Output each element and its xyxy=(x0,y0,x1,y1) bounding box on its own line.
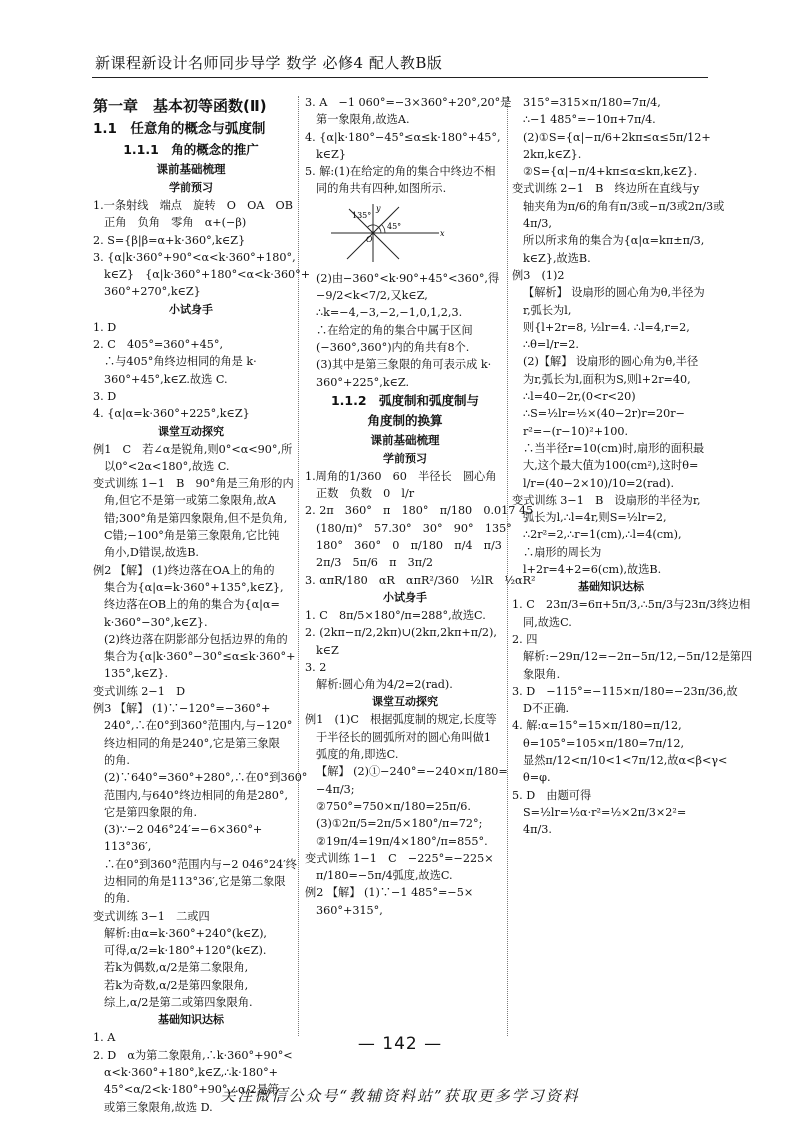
label-135: 135° xyxy=(352,210,372,220)
text-line: ∴扇形的周长为 xyxy=(523,545,602,559)
section-heading: 学前预习 xyxy=(383,451,427,465)
text-line: 错;300°角是第四象限角,但不是负角, xyxy=(104,511,288,525)
text-line: ②S={α|−π/4+kπ≤α≤kπ,k∈Z}. xyxy=(523,165,698,179)
text-line: 360°+315°, xyxy=(316,903,383,917)
text-line: ∴当半径r=10(cm)时,扇形的面积最 xyxy=(523,441,705,455)
page-header: 新课程新设计名师同步导学 数学 必修4 配人教B版 xyxy=(95,54,443,72)
text-line: 的角. xyxy=(104,753,130,767)
text-line: 的角. xyxy=(104,892,130,906)
text-line: ②750°=750×π/180=25π/6. xyxy=(316,799,471,813)
text-line: 2. 2π 360° π 180° π/180 0.017 45 xyxy=(305,504,534,518)
subsection-title: 1.1.2 弧度制和弧度制与 xyxy=(330,392,480,408)
text-line: 3. A −1 060°=−3×360°+20°,20°是 xyxy=(305,96,512,109)
text-line: 2kπ,k∈Z}. xyxy=(523,147,582,161)
text-line: 可得,α/2=k·180°+120°(k∈Z). xyxy=(104,944,267,958)
text-line: 同的角共有四种,如图所示. xyxy=(316,182,447,196)
text-line: 3. 2 xyxy=(305,660,327,674)
section-heading: 学前预习 xyxy=(169,181,213,194)
text-line: 显然π/12<π/10<1<7π/12,故α<β<γ< xyxy=(523,753,728,767)
text-line: 变式训练 2−1 B 终边所在直线与y xyxy=(512,182,700,196)
section-heading: 基础知识达标 xyxy=(158,1013,224,1027)
text-line: ∴S=½lr=½×(40−2r)r=20r− xyxy=(523,407,686,421)
text-line: 或第三象限角,故选 D. xyxy=(104,1100,213,1114)
section-heading: 小试身手 xyxy=(383,590,427,604)
text-line: l+2r=4+2=6(cm),故选B. xyxy=(523,563,662,577)
column-divider xyxy=(507,96,508,1036)
text-line: 2. D α为第二象限角,∴k·360°+90°< xyxy=(93,1048,293,1062)
text-line: 集合为{α|k·360°−30°≤α≤k·360°+ xyxy=(104,650,296,664)
text-line: −4π/3; xyxy=(316,782,355,796)
text-line: −9/2<k<7/2,又k∈Z, xyxy=(316,289,428,303)
text-line: ∴k=−4,−3,−2,−1,0,1,2,3. xyxy=(316,306,463,320)
text-line: 例2 【解】 (1)∵−1 485°=−5× xyxy=(305,886,474,900)
text-line: 180° 360° 0 π/180 π/4 π/3 xyxy=(316,539,502,553)
text-line: 以0°<2α<180°,故选 C. xyxy=(104,459,230,473)
text-line: 2. 四 xyxy=(512,632,538,646)
text-line: 边相同的角是113°36′,它是第二象限 xyxy=(104,874,286,888)
text-line: 1.周角的1/360 60 半径长 圆心角 xyxy=(305,469,497,483)
text-line: 2. (2kπ−π/2,2kπ)∪(2kπ,2kπ+π/2), xyxy=(305,626,497,640)
text-line: r,弧长为l, xyxy=(523,303,572,317)
text-line: 2π/3 5π/6 π 3π/2 xyxy=(316,556,433,570)
text-line: (−360°,360°)内的角共有8个. xyxy=(316,340,470,354)
section-heading: 课堂互动探究 xyxy=(158,424,224,438)
text-line: 1. C 23π/3=6π+5π/3,∴5π/3与23π/3终边相 xyxy=(512,598,751,612)
text-line: 【解】 (2)①−240°=−240×π/180= xyxy=(316,765,508,779)
text-line: 轴夹角为π/6的角有π/3或−π/3或2π/3或 xyxy=(523,199,725,213)
text-line: 综上,α/2是第二或第四象限角. xyxy=(104,996,253,1010)
text-line: 正数 负数 0 l/r xyxy=(316,487,415,501)
column-left xyxy=(93,94,311,1114)
text-line: ∴2r²=2,∴r=1(cm),∴l=4(cm), xyxy=(523,528,682,542)
text-line: 例2 【解】 (1)终边落在OA上的角的 xyxy=(93,563,275,577)
text-line: S=½lr=½α·r²=½×2π/3×2²= xyxy=(523,805,687,819)
text-line: ∴在给定的角的集合中属于区间 xyxy=(316,323,473,337)
text-line: l/r=(40−2×10)/10=2(rad). xyxy=(523,476,675,490)
text-line: 若k为偶数,α/2是第二象限角, xyxy=(104,961,249,975)
text-line: 大,这个最大值为100(cm²),这时θ= xyxy=(523,459,699,473)
text-line: 第一象限角,故选A. xyxy=(316,113,410,127)
text-line: 例1 (1)C 根据弧度制的规定,长度等 xyxy=(305,713,497,727)
text-line: r²=−(r−10)²+100. xyxy=(523,424,629,438)
text-line: 例3 【解】 (1)∵−120°=−360°+ xyxy=(93,702,271,716)
text-line: 45°<α/2<k·180°+90°,∴α/2是第一 xyxy=(104,1083,291,1097)
text-line: 变式训练 1−1 B 90°角是三角形的内 xyxy=(93,477,294,491)
text-line: 例1 C 若∠α是锐角,则0°<α<90°,所 xyxy=(93,442,293,456)
text-line: 弧度的角,即选C. xyxy=(316,748,399,762)
text-line: ∴在0°到360°范围内与−2 046°24′终 xyxy=(104,857,297,871)
text-line: k∈Z} {α|k·360°+180°<α<k·360°+ xyxy=(104,268,311,282)
text-line: ∴l=40−2r,(0<r<20) xyxy=(523,390,636,404)
chapter-title: 第一章 基本初等函数(Ⅱ) xyxy=(93,97,267,115)
text-line: π/180=−5π/4弧度,故选C. xyxy=(316,869,453,883)
text-line: 角,但它不是第一或第二象限角,故A xyxy=(104,494,276,508)
text-line: 正角 负角 零角 α+(−β) xyxy=(104,216,247,230)
text-line: 1. C 8π/5×180°/π=288°,故选C. xyxy=(305,608,486,622)
text-line: 变式训练 2−1 D xyxy=(93,684,186,698)
column-divider xyxy=(298,96,299,1036)
text-line: 同,故选C. xyxy=(523,615,572,629)
text-line: 4π/3, xyxy=(523,217,552,231)
text-line: k∈Z},故选B. xyxy=(523,251,591,265)
text-line: 集合为{α|α=k·360°+135°,k∈Z}, xyxy=(104,580,284,594)
section-heading: 课前基础梳理 xyxy=(370,432,440,447)
text-line: 变式训练 3−1 二或四 xyxy=(93,909,210,923)
subsection-title: 1.1.1 角的概念的推广 xyxy=(123,142,259,157)
text-line: 解析:−29π/12=−2π−5π/12,−5π/12是第四 xyxy=(523,650,753,664)
page-number: — 142 — xyxy=(357,1034,443,1054)
text-line: 4. 解:α=15°=15×π/180=π/12, xyxy=(512,719,682,733)
text-line: 360°+45°,k∈Z.故选 C. xyxy=(104,372,228,386)
section-heading: 小试身手 xyxy=(169,302,213,316)
text-line: 终边落在OB上的角的集合为{α|α= xyxy=(104,598,280,612)
text-line: 2. C 405°=360°+45°, xyxy=(93,338,224,352)
text-line: 135°,k∈Z}. xyxy=(104,667,169,681)
text-line: 5. D 由题可得 xyxy=(512,788,592,802)
text-line: k·360°−30°,k∈Z}. xyxy=(104,615,208,629)
text-line: ∴与405°角终边相同的角是 k· xyxy=(104,355,257,369)
text-line: 解析:圆心角为4/2=2(rad). xyxy=(316,678,453,692)
text-line: 4π/3. xyxy=(523,823,552,837)
text-line: (2)终边落在阴影部分包括边界的角的 xyxy=(104,632,288,646)
text-line: 3. D xyxy=(93,389,117,403)
text-line: 为r,弧长为l,面积为S,则l+2r=40, xyxy=(523,372,691,386)
section-heading: 课前基础梳理 xyxy=(156,162,226,176)
column-middle-top xyxy=(305,94,512,198)
text-line: 1. D xyxy=(93,320,117,334)
text-line: k∈Z} xyxy=(316,147,346,161)
text-line: (2)由−360°<k·90°+45°<360°,得 xyxy=(316,271,500,285)
text-line: 若k为奇数,α/2是第四象限角, xyxy=(104,978,249,992)
text-line: 弧长为l,∴l=4r,则S=½lr=2, xyxy=(523,511,667,525)
text-line: 变式训练 3−1 B 设扇形的半径为r, xyxy=(512,493,701,507)
text-line: (180/π)° 57.30° 30° 90° 135° xyxy=(316,521,512,535)
text-line: 例3 (1)2 xyxy=(512,268,565,282)
header-rule xyxy=(92,77,708,78)
text-line: 它是第四象限的角. xyxy=(104,805,198,819)
text-line: 3. D −115°=−115×π/180=−23π/36,故 xyxy=(512,684,738,698)
section-heading: 基础知识达标 xyxy=(578,580,644,594)
text-line: 3. {α|k·360°+90°<α<k·360°+180°, xyxy=(93,250,296,264)
section-heading: 课堂互动探究 xyxy=(372,695,438,709)
section-title: 1.1 任意角的概念与弧度制 xyxy=(93,121,266,137)
subsection-title: 角度制的换算 xyxy=(367,412,443,428)
text-line: (3)∵−2 046°24′=−6×360°+ xyxy=(104,823,263,837)
text-line: θ=105°=105×π/180=7π/12, xyxy=(523,736,685,750)
text-line: 4. {α|k·180°−45°≤α≤k·180°+45°, xyxy=(305,130,501,144)
text-line: 360°+270°,k∈Z} xyxy=(104,285,201,299)
label-origin: O xyxy=(366,234,373,244)
text-line: 2. S={β|β=α+k·360°,k∈Z} xyxy=(93,233,246,247)
text-line: 1.一条射线 端点 旋转 O OA OB xyxy=(93,199,293,212)
text-line: (2)∵640°=360°+280°,∴在0°到360° xyxy=(104,771,308,785)
text-line: α<k·360°+180°,k∈Z,∴k·180°+ xyxy=(104,1065,279,1079)
text-line: (2)【解】 设扇形的圆心角为θ,半径 xyxy=(523,355,699,369)
text-line: 240°,∴在0°到360°范围内,与−120° xyxy=(104,719,293,733)
text-line: 象限角. xyxy=(523,667,561,681)
text-line: 4. {α|α=k·360°+225°,k∈Z} xyxy=(93,407,250,421)
text-line: 5. 解:(1)在给定的角的集合中终边不相 xyxy=(305,165,496,179)
column-right xyxy=(512,94,753,1034)
text-line: 则{l+2r=8, ½lr=4. ∴l=4,r=2, xyxy=(523,320,690,334)
text-line: D不正确. xyxy=(523,702,570,716)
text-line: 角小,D错误,故选B. xyxy=(104,546,199,560)
text-line: 解析:由α=k·360°+240°(k∈Z), xyxy=(104,926,267,940)
text-line: 于半径长的圆弧所对的圆心角叫做1 xyxy=(316,730,491,744)
text-line: (3)①2π/5=2π/5×180°/π=72°; xyxy=(316,817,483,831)
text-line: 【解析】 设扇形的圆心角为θ,半径为 xyxy=(523,286,705,300)
text-line: 终边相同的角是240°,它是第三象限 xyxy=(104,736,280,750)
text-line: k∈Z xyxy=(316,643,339,657)
footer-note: 关注微信公众号“教辅资料站”获取更多学习资料 xyxy=(220,1087,580,1105)
text-line: C错;−100°角是第三象限角,它比钝 xyxy=(104,529,280,543)
label-x: x xyxy=(440,228,445,238)
text-line: (2)①S={α|−π/6+2kπ≤α≤5π/12+ xyxy=(523,130,711,144)
text-line: (3)其中是第三象限的角可表示成 k· xyxy=(316,358,492,372)
text-line: 变式训练 1−1 C −225°=−225× xyxy=(305,851,494,865)
text-line: 360°+225°,k∈Z. xyxy=(316,375,410,389)
label-y: y xyxy=(376,203,381,213)
text-line: 113°36′, xyxy=(104,840,152,854)
text-line: θ=φ. xyxy=(523,771,551,785)
text-line: ∴θ=l/r=2. xyxy=(523,338,579,352)
angle-diagram xyxy=(327,202,447,264)
text-line: 所以所求角的集合为{α|α=kπ±π/3, xyxy=(523,234,705,248)
text-line: 1. A xyxy=(93,1031,116,1045)
text-line: ②19π/4=19π/4×180°/π=855°. xyxy=(316,834,488,848)
text-line: 3. απR/180 αR απR²/360 ½lR ½αR² xyxy=(305,573,536,587)
text-line: 范围内,与640°终边相同的角是280°, xyxy=(104,788,289,802)
text-line: 315°=315×π/180=7π/4, xyxy=(523,96,661,109)
label-45: 45° xyxy=(387,221,402,231)
arc-45 xyxy=(382,224,386,233)
text-line: ∴−1 485°=−10π+7π/4. xyxy=(523,113,656,127)
